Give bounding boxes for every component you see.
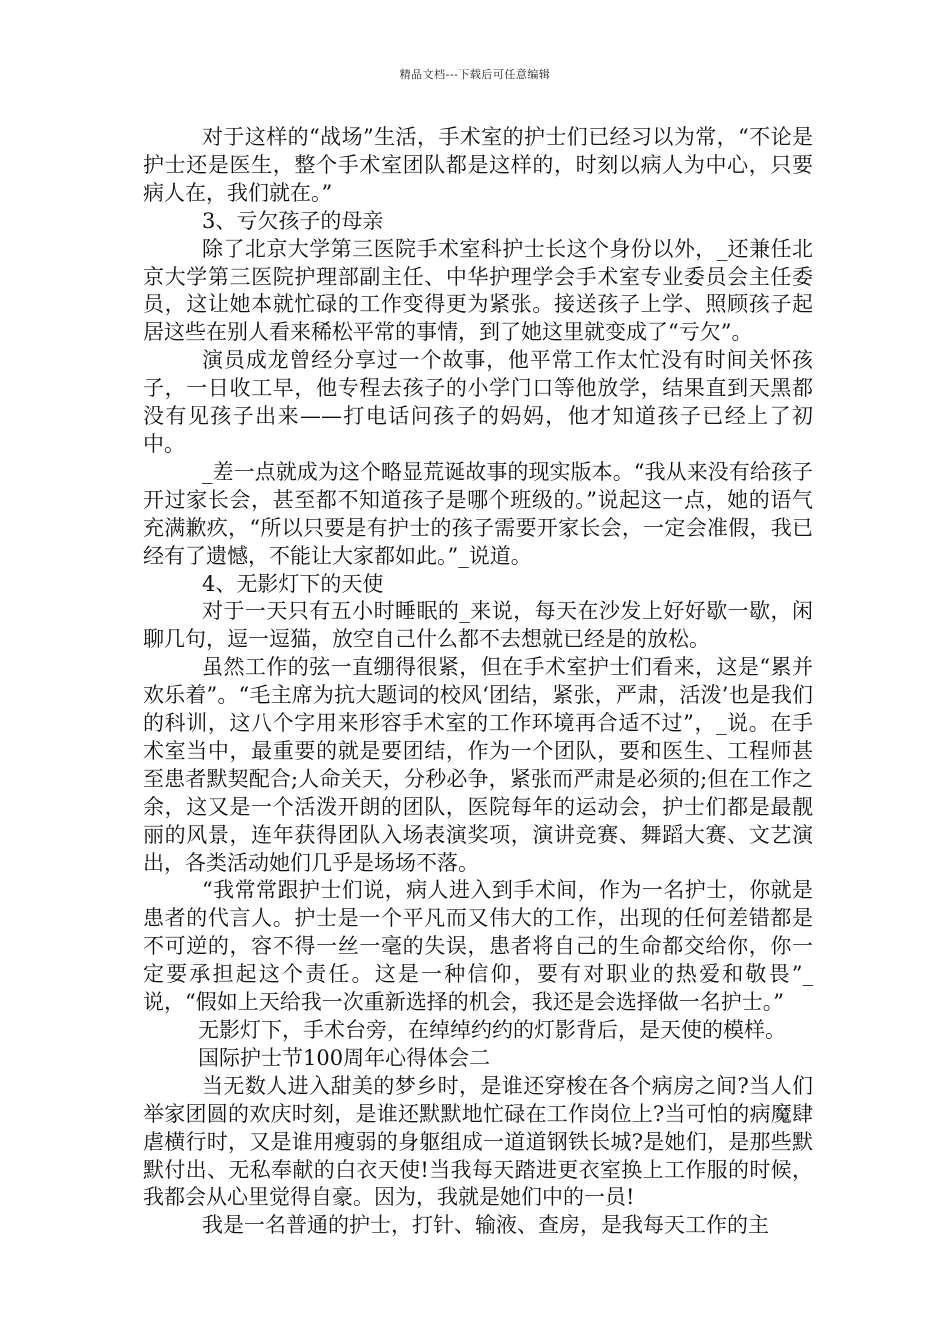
paragraph: “我常常跟护士们说，病人进入到手术间，作为一名护士，你就是患者的代言人。护士是一个平凡而又伟大的工作，出现的任何差错都是不可逆的，容不得一丝一毫的失误，患者将自己的生命都交给你，你一定要承担起这个责任。这是一种信仰，要有对职业的热爱和敬畏”_说，“假如上天给我一次重新选择的机会，我还是会选择做一名护士。” xyxy=(143,878,813,1015)
paragraph: _差一点就成为这个略显荒诞故事的现实版本。“我从来没有给孩子开过家长会，甚至都不知道孩子是哪个班级的。”说起这一点，她的语气充满歉疚，“所以只要是有护士的孩子需要开家长会，一定会准假，我已经有了遗憾，不能让大家都如此。”_说道。 xyxy=(143,459,813,568)
document-body xyxy=(143,124,813,1240)
paragraph: 我是一名普通的护士，打针、输液、查房，是我每天工作的主 xyxy=(202,1213,769,1238)
page-header: 精品文档---下载后可任意编辑 xyxy=(399,68,551,81)
paragraph: 对于一天只有五小时睡眠的_来说，每天在沙发上好好歇一歇，闲聊几句，逗一逗猫，放空自己什么都不去想就已经是的放松。 xyxy=(143,599,813,652)
paragraph: 当无数人进入甜美的梦乡时，是谁还穿梭在各个病房之间?当人们举家团圆的欢庆时刻，是谁还默默地忙碌在工作岗位上?当可怕的病魔肆虐横行时，又是谁用瘦弱的身躯组成一道道钢铁长城?是她们，是那些默默付出、无私奉献的白衣天使!当我每天踏进更衣室换上工作服的时候，我都会从心里觉得自豪。因为，我就是她们中的一员! xyxy=(143,1073,813,1210)
paragraph: 虽然工作的弦一直绷得很紧，但在手术室护士们看来，这是“累并欢乐着”。“毛主席为抗大题词的校风‘团结，紧张，严肃，活泼’也是我们的科训，这八个字用来形容手术室的工作环境再合适不过”，_说。在手术室当中，最重要的就是要团结，作为一个团队，要和医生、工程师甚至患者默契配合;人命关天，分秒必争，紧张而严肃是必须的;但在工作之余，这又是一个活泼开朗的团队，医院每年的运动会，护士们都是最靓丽的风景，连年获得团队入场表演奖项，演讲竞赛、舞蹈大赛、文艺演出，各类活动她们几乎是场场不落。 xyxy=(143,655,813,875)
section-heading: 4、无影灯下的天使 xyxy=(202,571,384,596)
paragraph: 除了北京大学第三医院手术室科护士长这个身份以外，_还兼任北京大学第三医院护理部副主任、中华护理学会手术室专业委员会主任委员，这让她本就忙碌的工作变得更为紧张。接送孩子上学、照顾孩子起居这些在别人看来稀松平常的事情，到了她这里就变成了“亏欠”。 xyxy=(143,236,813,345)
section-heading: 3、亏欠孩子的母亲 xyxy=(202,208,384,233)
paragraph: 演员成龙曾经分享过一个故事，他平常工作太忙没有时间关怀孩子，一日收工早，他专程去孩子的小学门口等他放学，结果直到天黑都没有见孩子出来——打电话问孩子的妈妈，他才知道孩子已经上了初中。 xyxy=(143,348,813,456)
paragraph: 无影灯下，手术台旁，在绰绰约约的灯影背后，是天使的模样。 xyxy=(198,1018,786,1042)
paragraph: 对于这样的“战场”生活，手术室的护士们已经习以为常，“不论是护士还是医生，整个手术室团队都是这样的，时刻以病人为中心，只要病人在，我们就在。” xyxy=(143,125,813,205)
section-title: 国际护士节100周年心得体会二 xyxy=(198,1045,491,1070)
